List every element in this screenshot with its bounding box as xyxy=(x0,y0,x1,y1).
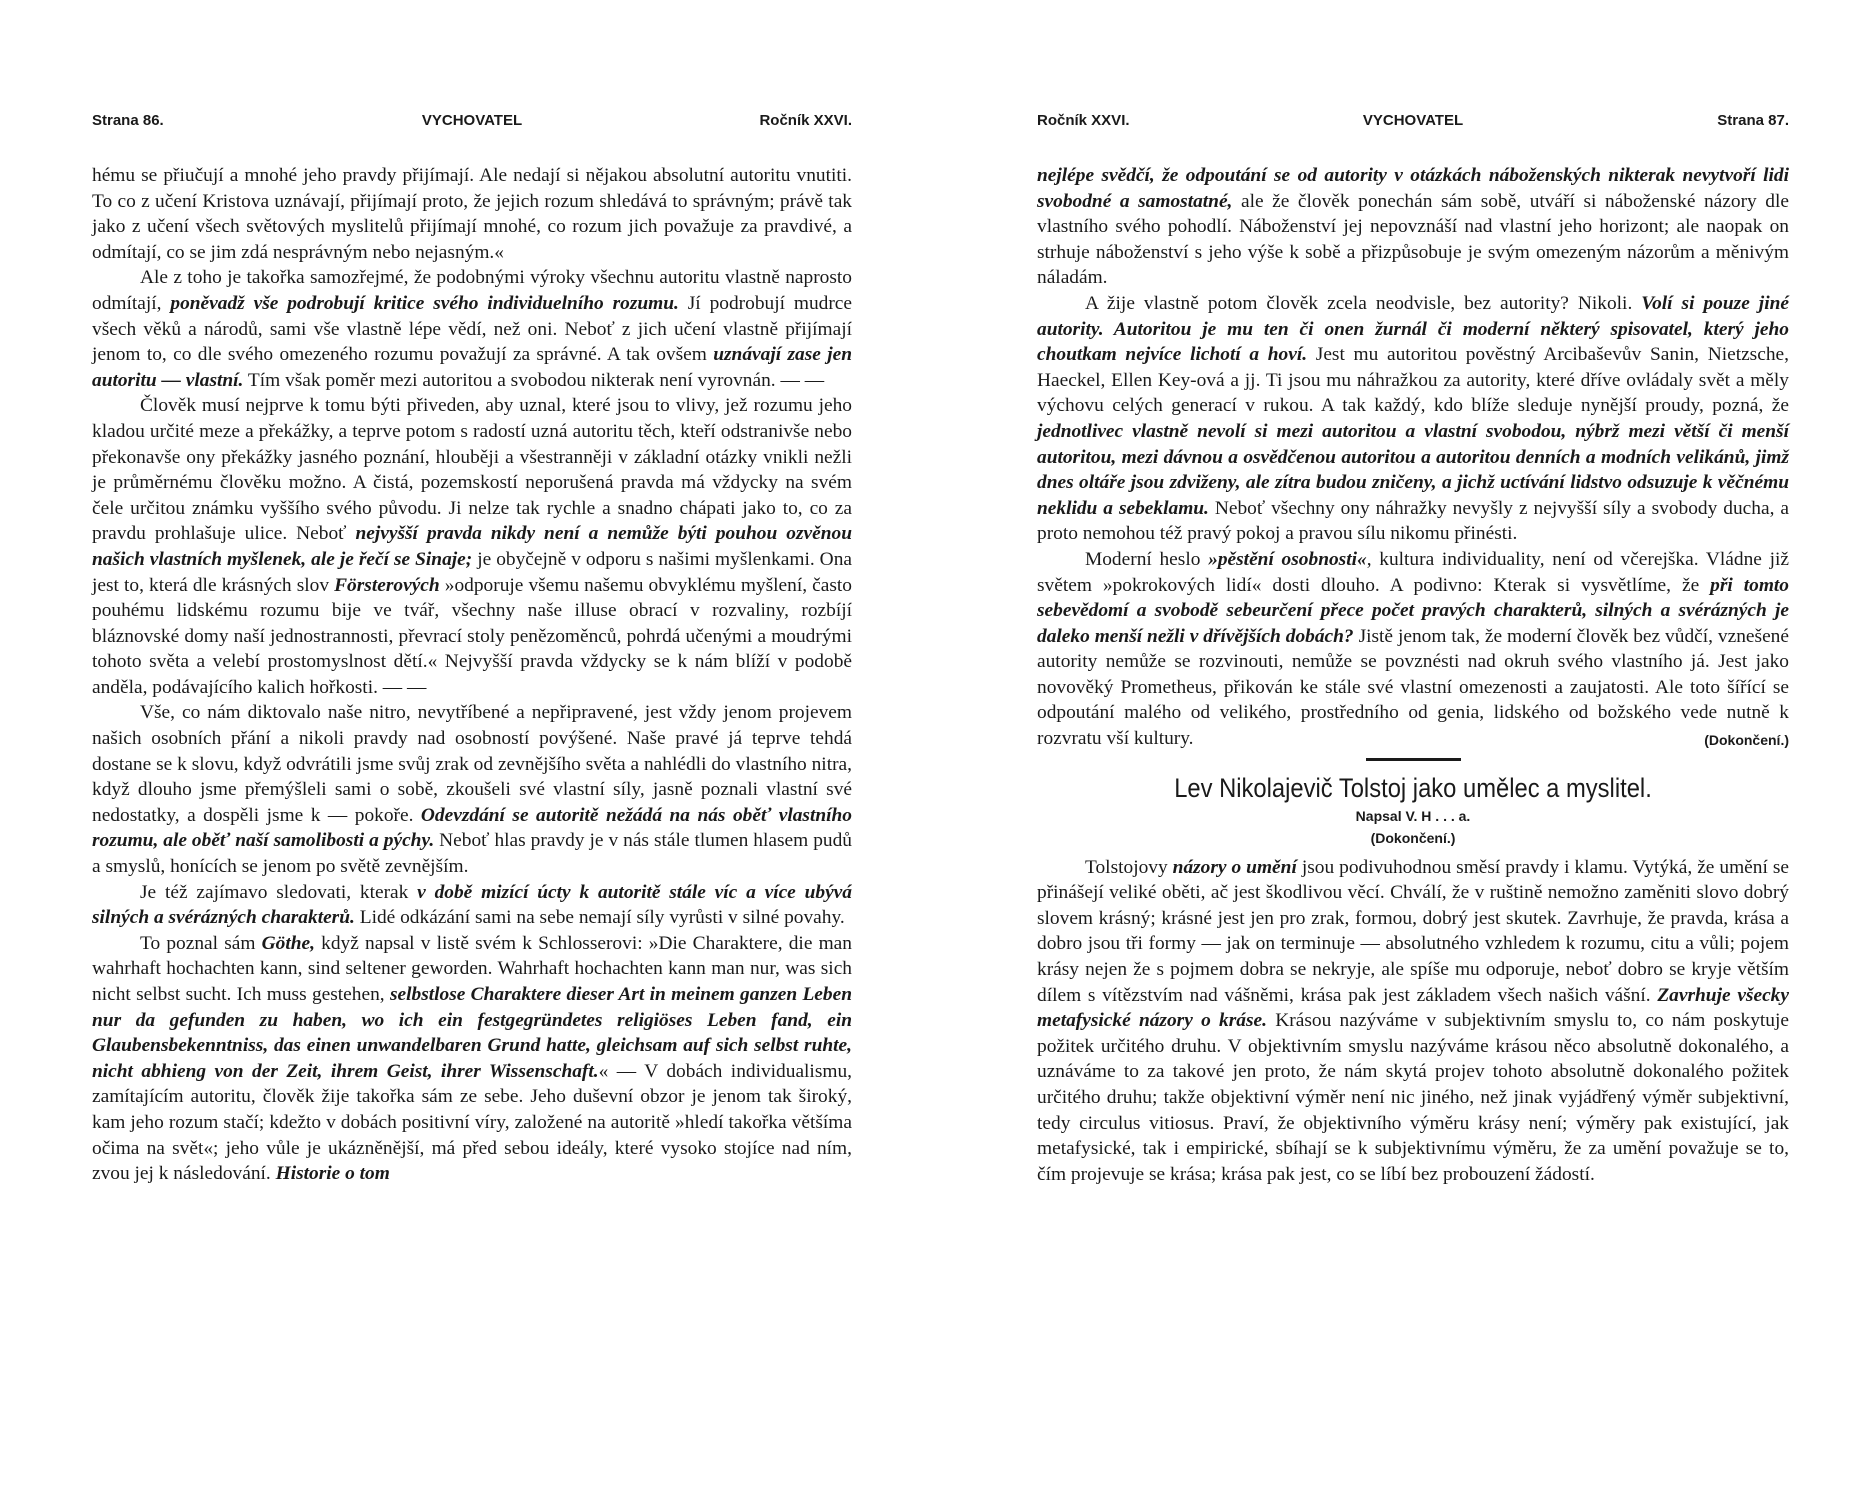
text-run: Krásou nazýváme v subjektivním smyslu to, co nám poskytuje požitek určitého druhu. V objektivním smyslu nazýváme krásou něco absolutně dokonalého, a uznáváme to za takové jen proto, že nám skytá projev tohoto absolutně dokonalého požitek určitého druhu; takže objektivní výměr není nic jiného, než jinak vyjádřený výměr subjektivní, tedy circulus vitiosus. Praví, že objektivního výměru krásy není; výměry pak existující, jak metafysické, tak i empirické, sbíhají se k subjektivnímu výměru, že za umění považuje se to, čím projevuje se krása; krása pak jest, co se líbí bez probouzení žádostí. xyxy=(1037,1010,1789,1185)
paragraph xyxy=(92,393,852,700)
paragraph xyxy=(92,265,852,393)
text-run: Neboť všechny ony náhražky nevyšly z nejvyšší síly a svobody ducha, a proto nemohou též pravý pokoj a pravou sílu nikomu přinésti. xyxy=(1037,497,1789,545)
emphasis-text: nejlépe svědčí, že odpoutání se od autority v otázkách náboženských nikterak nevytvoří lidi svobodné a samostatné, xyxy=(1037,165,1789,212)
text-run: »odporuje všemu našemu obvyklému myšlení, často pouhému lidskému rozumu bije ve tvář, všechny naše illuse obrací v rozvaliny, rozbíjí bláznovské domy naší jednostrannosti, převrací stoly penězoměnců, pohrdá učenými a moudrými tohoto světa a velebí prostomyslnost dětí.« Nejvyšší pravda vždycky se k nám blíží v podobě anděla, podávajícího kalich hořkosti. — — xyxy=(92,574,852,698)
paragraph xyxy=(1037,547,1789,752)
emphasis-text: Historie o tom xyxy=(275,1163,390,1185)
emphasis-text: »pěstění osobnosti« xyxy=(1208,548,1367,570)
paragraph xyxy=(1037,855,1789,1188)
text-run: Moderní heslo xyxy=(1085,548,1209,570)
text-run: Jistě jenom tak, že moderní člověk bez vůdčí, vznešené autority nemůže se rozvinouti, nemůže se povznésti nad okruh svého vlastního já. Jest jako novověký Prometheus, přikován ke stále své vlastní omezenosti a zaujatosti. Ale toto šířící se odpoutání malého od velikého, prostředního od genia, lidského od božského vede nutně k rozvratu vší kultury. xyxy=(1037,625,1789,750)
emphasis-text: Försterových xyxy=(334,574,440,596)
section-divider xyxy=(1366,758,1461,761)
text-run: Tolstojovy xyxy=(1085,856,1173,878)
article-continuation: (Dokončení.) xyxy=(1370,829,1456,846)
text-run: Ale z toho je takořka samozřejmé, že podobnými výroky všechnu autoritu vlastně naprosto odmítají, xyxy=(92,267,852,314)
left-text-column xyxy=(92,163,852,1187)
text-run: Jí podrobují mudrce všech věků a národů, sami vše vlastně lépe vědí, než oni. Neboť z jich učení vlastně přijímají jenom to, co dle svého omezeného rozumu považují za správné. A tak ovšem xyxy=(92,292,853,366)
right-text-column xyxy=(1037,163,1789,1187)
emphasis-text: nejvyšší pravda nikdy není a nemůže býti pouhou ozvěnou našich vlastních myšlenek, ale je řečí se Sinaje; xyxy=(92,523,852,570)
text-run: když napsal v listě svém k Schlosserovi: »Die Charaktere, die man wahrhaft hochachten kann, sind seltener geworden. Wahrhaft hochachten kann man nur, was sich nicht selbst sucht. Ich muss gestehen, xyxy=(92,932,852,1005)
paragraph xyxy=(1037,163,1789,291)
text-run: Vše, co nám diktovalo naše nitro, nevytříbené a nepřipravené, jest vždy jenom projevem našich osobních přání a nikoli pravdy nad osobností povýšené. Naše pravé já teprve tehdá dostane se k slovu, když odvrátili jsme svůj zrak od zevnějšího světa a nahlédli do vlastního nitra, když dlouho jsme přemýšleli sami o sobě, zkoušeli své vlastní síly, jasně poznali vlastní své nedostatky, a dospěli jsme k — pokoře. xyxy=(92,702,852,826)
text-run: je obyčejně v odporu s našimi myšlenkami. Ona jest to, která dle krásných slov xyxy=(92,548,852,596)
left-page-header xyxy=(92,112,852,140)
left-volume: Ročník XXVI. xyxy=(759,112,852,129)
emphasis-text: Göthe, xyxy=(261,932,315,954)
text-run: Neboť hlas pravdy je v nás stále tlumen hlasem pudů a smyslů, honících se jenom po světě zevnějším. xyxy=(92,830,852,878)
text-run: Tím však poměr mezi autoritou a svobodou nikterak není vyrovnán. — — xyxy=(243,369,825,391)
continued-note: (Dokončení.) xyxy=(1704,732,1789,749)
paragraph xyxy=(92,163,852,265)
text-run: A žije vlastně potom člověk zcela neodvisle, bez autority? Nikoli. xyxy=(1085,292,1642,314)
emphasis-text: selbstlose Charaktere dieser Art in meinem ganzen Leben nur da gefunden zu haben, wo ich ein festgegründetes religiöses Leben fand, ein Glaubensbekenntniss, das einen unwandelbaren Grund hatte, gleichsam auf sich selbst ruhte, nicht abhieng von der Zeit, ihrem Geist, ihrer Wissenschaft. xyxy=(92,984,852,1082)
text-run: ale že člověk ponechán sám sobě, utváří si náboženské názory dle vlastního svého pohodlí. Náboženství jej nepovznáší nad vlastní jeho horizont; ale naopak on strhuje náboženství s jeho výše k sobě a přizpůsobuje je svým omezeným názorům a měnivým náladám. xyxy=(1037,190,1789,289)
text-run: , kultura individuality, není od včerejška. Vládne již světem »pokrokových lidí« dosti dlouho. A podivno: Kterak si vysvětlíme, že xyxy=(1037,548,1790,596)
emphasis-text: poněvadž vše podrobují kritice svého individuelního rozumu. xyxy=(170,292,679,314)
text-run: Člověk musí nejprve k tomu býti přiveden, aby uznal, které jsou to vlivy, jež rozumu jeho kladou určité meze a překážky, a teprve potom s radostí uzná autoritu těch, kteří odstranivše nebo překonavše ony překážky jasného poznání, hlouběji a všestranněji v základní otázky vnikli nežli je průměrnému člověku možno. A čistá, pozemskostí neporušená pravda má vždycky na svém čele určitou známku vyššího svého původu. Ji nelze tak rychle a snadno chápati jako to, co za pravdu prohlašuje ulice. Neboť xyxy=(92,395,852,545)
paragraph xyxy=(92,931,852,1187)
paragraph xyxy=(1037,291,1789,547)
text-run: To poznal sám xyxy=(140,932,262,954)
right-page-number: Strana 87. xyxy=(1717,112,1789,129)
article-author: Napsal V. H . . . a. xyxy=(1355,807,1471,824)
left-page-number: Strana 86. xyxy=(92,112,164,129)
text-run: hému se přiučují a mnohé jeho pravdy přijímají. Ale nedají si nějakou absolutní autoritu vnutiti. To co z učení Kristova uznávají, přijímají proto, že jejich rozum shledává to správným; právě tak jako z učení všech světových myslitelů přijímají mnohé, co rozum jich považuje za pravdivé, a odmítají, co se jim zdá nesprávným nebo nejasným.« xyxy=(92,165,852,263)
text-run: « — V dobách individualismu, zamítajícím autoritu, člověk žije takořka sám ze sebe. Jeho duševní obzor je jenom tak široký, kam jeho rozum stačí; kdežto v dobách positivní víry, založené na autoritě »hledí takořka většíma očima na svět«; jeho vůle je ukázněnější, má před sebou ideály, které vysoko stojíce nad ním, zvou jej k následování. xyxy=(92,1060,852,1185)
text-run: Jest mu autoritou pověstný Arcibaševův Sanin, Nietzsche, Haeckel, Ellen Key-ová a jj. Ti jsou mu náhražkou za autority, které dříve ovládaly svět a měly výchovu celých generací v rukou. A tak každý, kdo blíže sleduje nynější proudy, pozná, že xyxy=(1037,344,1789,417)
article-title: Lev Nikolajevič Tolstoj jako umělec a myslitel. xyxy=(1174,772,1652,803)
text-run: Je též zajímavo sledovati, kterak xyxy=(140,881,418,903)
emphasis-text: Volí si pouze jiné autority. Autoritou je mu ten či onen žurnál či moderní některý spisovatel, který jeho choutkam nejvíce lichotí a hoví. xyxy=(1037,292,1789,366)
emphasis-text: uznávají zase jen autoritu — vlastní. xyxy=(92,344,852,391)
paragraph-text xyxy=(1037,549,1789,749)
paragraph xyxy=(92,880,852,931)
right-journal-title: VYCHOVATEL xyxy=(1362,112,1464,129)
emphasis-text: při tomto sebevědomí a svobodě sebeurčení přece počet pravých charakterů, silných a svérázných je daleko menší nežli v dřívějších dobách? xyxy=(1037,574,1789,647)
emphasis-text: jednotlivec vlastně nevolí si mezi autoritou a vlastní svobodou, nýbrž mezi větší či menší autoritou, mezi dávnou a osvědčenou autoritou a autoritou denních a modních velikánů, jimž dnes oltáře jsou zdviženy, ale zítra budou zničeny, a jichž uctívání lidstvo odsuzuje k věčnému neklidu a sebeklamu. xyxy=(1037,420,1789,519)
right-page xyxy=(934,0,1868,1500)
emphasis-text: Odevzdání se autoritě nežádá na nás oběť vlastního rozumu, ale oběť naší samolibosti a pýchy. xyxy=(92,804,852,852)
text-run: Lidé odkázání sami na sebe nemají síly vyrůsti v silné povahy. xyxy=(354,907,845,929)
emphasis-text: Zavrhuje všecky metafysické názory o kráse. xyxy=(1037,984,1789,1032)
emphasis-text: názory o umění xyxy=(1172,856,1297,878)
right-page-header xyxy=(1037,112,1789,140)
paragraph xyxy=(92,700,852,879)
right-volume: Ročník XXVI. xyxy=(1037,112,1130,129)
emphasis-text: v době mizící úcty k autoritě stále víc a více ubývá silných a svérázných charakterů. xyxy=(92,881,852,929)
text-run: jsou podivuhodnou směsí pravdy i klamu. Vytýká, že umění se přinášejí veliké oběti, ač jest škodlivou věcí. Chválí, že v ruštině nemožno zaměniti slovo dobrý slovem krásný; krásné jest jen pro zrak, formou, dobrý jest skutek. Zavrhuje, že pravda, krása a dobro jsou tři formy — jak on terminuje — absolutného vzhledem k rozumu, citu a vůli; pojem krásy nejen že s pojmem dobra se nekryje, ale spíše mu odporuje, neboť dobro se kryje větším dílem s vítězstvím nad vášněmi, krása pak jest základem všech našich vášní. xyxy=(1037,856,1789,1006)
left-journal-title: VYCHOVATEL xyxy=(421,112,523,129)
